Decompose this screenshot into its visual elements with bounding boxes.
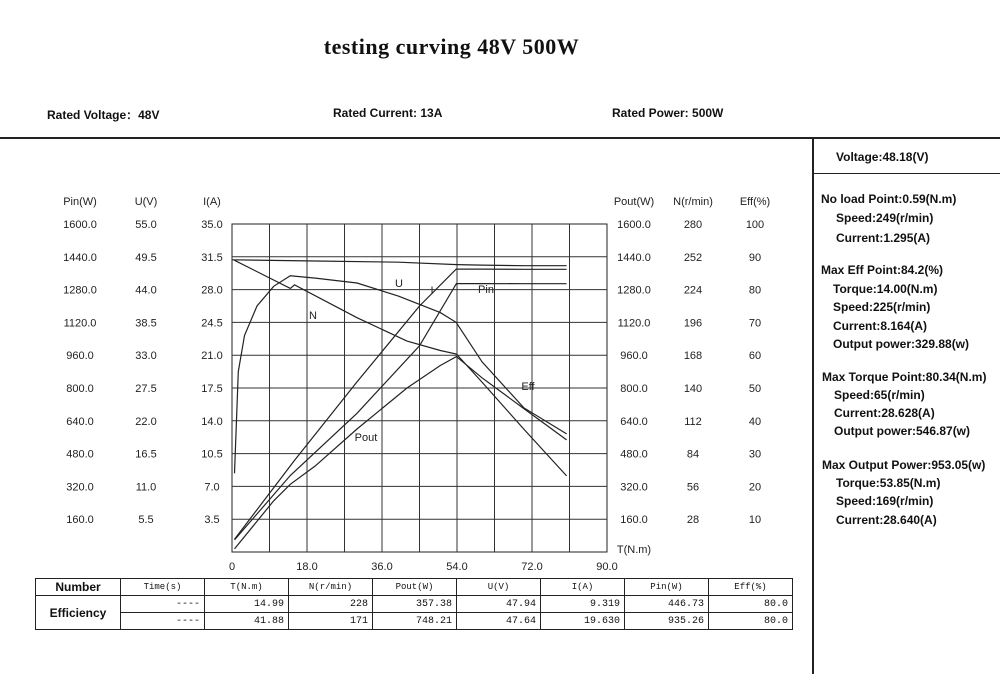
tick-label-left: 800.0 (66, 383, 94, 395)
tick-label-right: 1440.0 (617, 251, 651, 264)
curve-label-n: N (309, 310, 317, 322)
axis-label-left: U(V) (134, 196, 158, 208)
tick-label-right: 320.0 (620, 481, 648, 494)
tick-label-right: 28 (686, 514, 700, 527)
tick-label-left: 3.5 (204, 514, 220, 527)
axis-label-x: T(N.m) (616, 544, 652, 556)
tick-label-x: 72.0 (521, 561, 543, 573)
table-cell: 171 (289, 613, 373, 630)
curve-u (232, 260, 567, 266)
tick-label-left: 44.0 (135, 284, 157, 297)
table-cell: 935.26 (625, 613, 709, 630)
curve-pout (235, 357, 567, 549)
tick-label-x: 18.0 (296, 561, 318, 573)
tick-label-right: 56 (686, 481, 700, 494)
table-header-pout: Pout(W) (373, 579, 457, 596)
no-load-speed: Speed:249(r/min) (836, 211, 934, 225)
rated-power: Rated Power: 500W (612, 106, 724, 120)
table-row-label: Efficiency (36, 596, 121, 630)
curve-label-pout: Pout (354, 432, 378, 444)
tick-label-left: 21.0 (201, 350, 223, 363)
max-eff-speed: Speed:225(r/min) (833, 300, 931, 314)
max-output-speed: Speed:169(r/min) (836, 494, 934, 508)
table-row (36, 613, 793, 630)
tick-label-right: 1120.0 (617, 317, 651, 330)
tick-label-right: 112 (684, 415, 702, 428)
table-header-eff: Eff(%) (709, 579, 793, 596)
tick-label-left: 22.0 (135, 415, 157, 428)
tick-label-left: 160.0 (66, 514, 94, 527)
tick-label-right: 30 (748, 448, 762, 461)
curve-label-eff: Eff (521, 381, 535, 393)
tick-label-right: 224 (683, 284, 703, 297)
max-eff-current: Current:8.164(A) (833, 319, 928, 333)
table-header-torque: T(N.m) (205, 579, 289, 596)
tick-label-left: 320.0 (66, 481, 94, 494)
tick-label-right: 140 (683, 383, 703, 395)
tick-label-left: 24.5 (201, 317, 223, 330)
tick-label-left: 1440.0 (63, 251, 97, 264)
tick-label-left: 1120.0 (63, 317, 97, 330)
table-cell: 228 (289, 596, 373, 613)
tick-label-left: 7.0 (204, 481, 220, 494)
max-torque-point: Max Torque Point:80.34(N.m) (822, 370, 987, 384)
tick-label-right: 252 (683, 251, 703, 264)
tick-label-right: 960.0 (620, 350, 648, 363)
tick-label-right: 160.0 (620, 514, 648, 527)
max-eff-point: Max Eff Point:84.2(%) (821, 263, 944, 277)
tick-label-left: 55.0 (135, 219, 157, 231)
max-eff-torque: Torque:14.00(N.m) (833, 282, 938, 296)
tick-label-left: 33.0 (135, 350, 157, 363)
tick-label-right: 1600.0 (617, 219, 651, 231)
rated-voltage: Rated Voltage：48V (47, 108, 160, 122)
tick-label-left: 11.0 (135, 481, 157, 494)
tick-label-right: 60 (748, 350, 762, 363)
curve-label-u: U (395, 278, 403, 290)
tick-label-left: 27.5 (135, 383, 157, 395)
table-row (36, 596, 793, 613)
axis-label-left: Pin(W) (63, 196, 97, 208)
tick-label-right: 196 (683, 317, 703, 330)
max-output-torque: Torque:53.85(N.m) (836, 476, 941, 490)
tick-label-left: 1600.0 (63, 219, 97, 231)
max-torque-output: Output power:546.87(w) (834, 424, 971, 438)
table-cell: ---- (121, 613, 205, 630)
tick-label-left: 960.0 (66, 350, 94, 363)
voltage-readout: Voltage:48.18(V) (836, 150, 929, 164)
max-output-current: Current:28.640(A) (836, 513, 937, 527)
tick-label-right: 20 (748, 481, 762, 494)
tick-label-right: 280 (683, 219, 703, 231)
max-torque-current: Current:28.628(A) (834, 406, 935, 420)
tick-label-right: 10 (748, 514, 762, 527)
table-cell: 80.0 (709, 596, 793, 613)
tick-label-left: 1280.0 (63, 284, 97, 297)
tick-label-right: 480.0 (620, 448, 648, 461)
tick-label-left: 640.0 (66, 415, 94, 428)
page-title: testing curving 48V 500W (323, 34, 580, 59)
tick-label-left: 16.5 (135, 448, 157, 461)
table-cell: 446.73 (625, 596, 709, 613)
max-eff-output: Output power:329.88(w) (833, 337, 970, 351)
table-cell: ---- (121, 596, 205, 613)
curve-label-pin: Pin (478, 284, 494, 296)
tick-label-x: 90.0 (596, 561, 618, 573)
no-load-current: Current:1.295(A) (836, 231, 931, 245)
tick-label-left: 10.5 (201, 448, 223, 461)
tick-label-left: 480.0 (66, 448, 94, 461)
curve-label-i: I (430, 285, 434, 297)
tick-label-right: 1280.0 (617, 284, 651, 297)
table-cell: 80.0 (709, 613, 793, 630)
panel-divider (812, 138, 814, 674)
panel-separator (814, 173, 1000, 174)
axis-label-right: Pout(W) (613, 196, 655, 208)
table-header-voltage: U(V) (457, 579, 541, 596)
table-cell: 357.38 (373, 596, 457, 613)
tick-label-left: 38.5 (135, 317, 157, 330)
tick-label-left: 35.0 (201, 219, 223, 231)
max-torque-speed: Speed:65(r/min) (834, 388, 925, 402)
tick-label-x: 36.0 (371, 561, 393, 573)
max-output-power: Max Output Power:953.05(w) (822, 458, 986, 472)
curve-n (235, 260, 567, 476)
tick-label-left: 28.0 (201, 284, 223, 297)
table-header-current: I(A) (541, 579, 625, 596)
tick-label-left: 49.5 (135, 251, 157, 264)
axis-label-right: Eff(%) (739, 196, 771, 208)
table-header-time: Time(s) (121, 579, 205, 596)
table-cell: 19.630 (541, 613, 625, 630)
tick-label-right: 70 (748, 317, 762, 330)
axis-label-left: I(A) (203, 196, 221, 208)
curve-eff (235, 276, 567, 474)
efficiency-table (35, 578, 793, 630)
tick-label-right: 800.0 (620, 383, 648, 395)
tick-label-right: 168 (683, 350, 703, 363)
no-load-point: No load Point:0.59(N.m) (821, 192, 957, 206)
table-cell: 41.88 (205, 613, 289, 630)
table-cell: 9.319 (541, 596, 625, 613)
tick-label-right: 50 (748, 383, 762, 395)
tick-label-x: 54.0 (446, 561, 468, 573)
tick-label-left: 31.5 (201, 251, 223, 264)
tick-label-right: 80 (748, 284, 762, 297)
tick-label-right: 40 (748, 415, 762, 428)
table-header-speed: N(r/min) (289, 579, 373, 596)
table-header-number: Number (36, 579, 121, 596)
tick-label-right: 640.0 (620, 415, 648, 428)
tick-label-left: 5.5 (138, 514, 154, 527)
table-cell: 14.99 (205, 596, 289, 613)
rated-current: Rated Current: 13A (333, 106, 443, 120)
curve-pin (235, 269, 567, 539)
axis-label-right: N(r/min) (673, 196, 713, 208)
tick-label-left: 17.5 (201, 383, 223, 395)
tick-label-right: 100 (745, 219, 765, 231)
table-cell: 47.64 (457, 613, 541, 630)
table-header-pin: Pin(W) (625, 579, 709, 596)
tick-label-right: 90 (748, 251, 762, 264)
tick-label-right: 84 (686, 448, 700, 461)
tick-label-x: 0 (228, 561, 236, 573)
table-cell: 47.94 (457, 596, 541, 613)
tick-label-left: 14.0 (201, 415, 223, 428)
table-cell: 748.21 (373, 613, 457, 630)
